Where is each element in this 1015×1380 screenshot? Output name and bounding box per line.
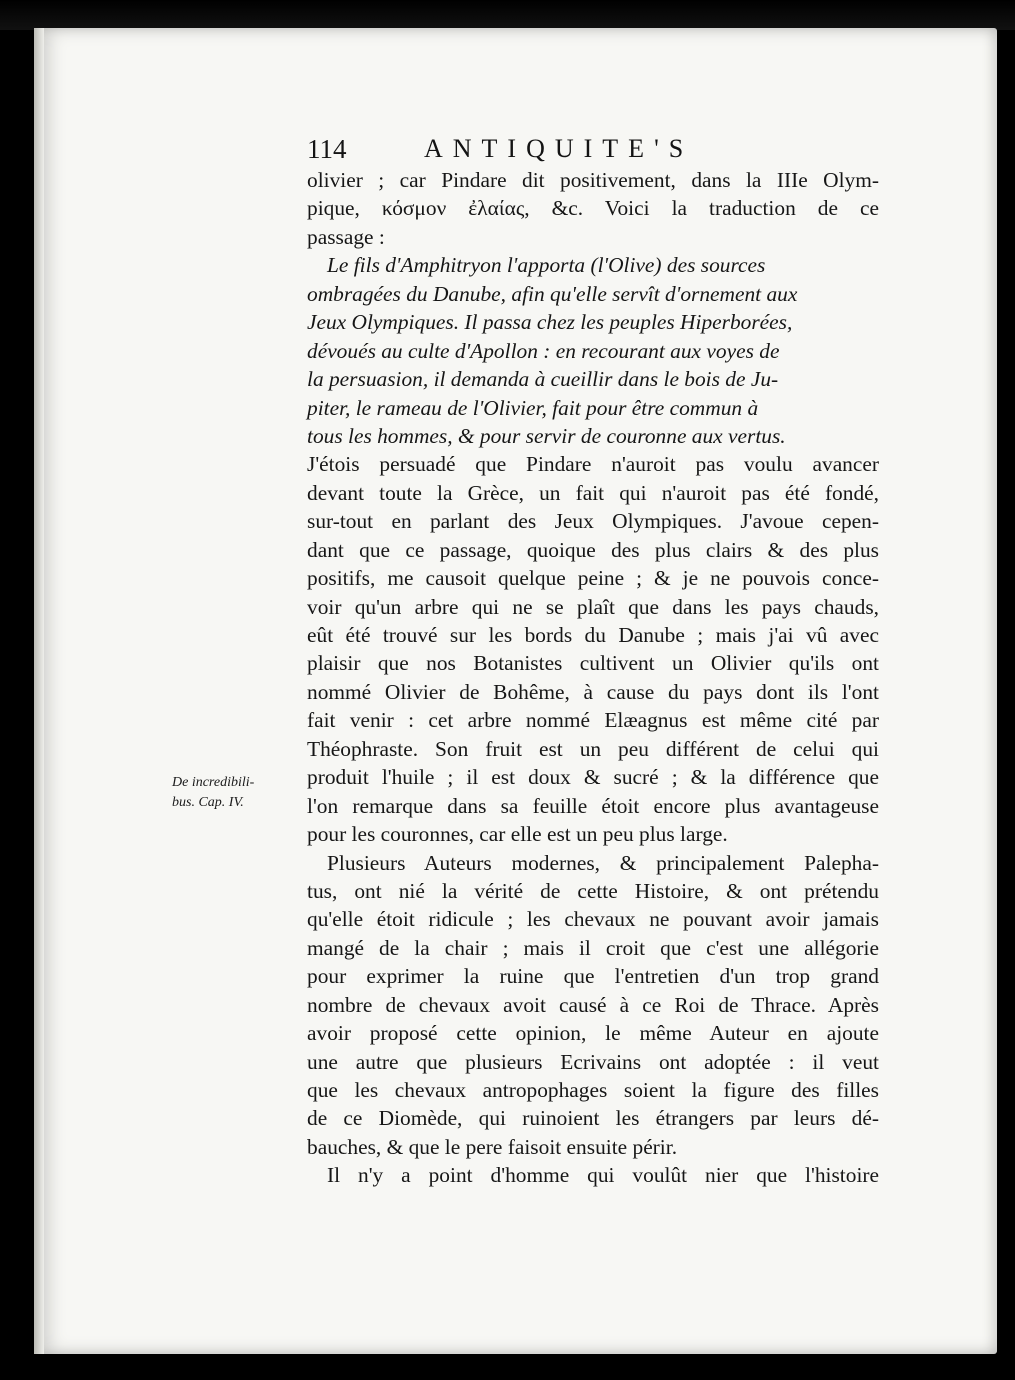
text-line: produit l'huile ; il est doux & sucré ; & la différence que (307, 765, 879, 790)
text-line: Jeux Olympiques. Il passa chez les peuples Hiperborées, (307, 310, 793, 335)
text-line: avoir proposé cette opinion, le même Auteur en ajoute (307, 1021, 879, 1046)
text-line: piter, le rameau de l'Olivier, fait pour être commun à (307, 395, 759, 420)
page-header (307, 134, 887, 168)
margin-note (172, 773, 292, 813)
text-line: nombre de chevaux avoit causé à ce Roi de Thrace. Après (307, 992, 879, 1017)
text-line: plaisir que nos Botanistes cultivent un Olivier qu'ils ont (307, 651, 879, 676)
scan-top-border (0, 0, 1015, 30)
text-line: passage : (307, 224, 385, 249)
text-line: mangé de la chair ; mais il croit que c'est une allégorie (307, 935, 879, 960)
text-line: J'étois persuadé que Pindare n'auroit pas voulu avancer (307, 452, 879, 477)
text-line: la persuasion, il demanda à cueillir dans le bois de Ju- (307, 367, 779, 392)
page-gutter-shadow (34, 28, 44, 1354)
page-number: 114 (307, 134, 347, 164)
text-line: eût été trouvé sur les bords du Danube ; mais j'ai vû avec (307, 623, 879, 647)
text-line: fait venir : cet arbre nommé Elæagnus est même cité par (307, 708, 879, 733)
text-line: une autre que plusieurs Ecrivains ont adoptée : il veut (307, 1049, 879, 1074)
text-line: Le fils d'Amphitryon l'apporta (l'Olive) des sources (327, 253, 766, 278)
margin-note-line: bus. Cap. IV. (172, 795, 244, 810)
text-line: devant toute la Grèce, un fait qui n'auroit pas été fondé, (307, 480, 879, 505)
text-line: olivier ; car Pindare dit positivement, dans la IIIe Olym- (307, 168, 879, 192)
text-line: dant que ce passage, quoique des plus clairs & des plus (307, 537, 879, 562)
text-line: voir qu'un arbre qui ne se plaît que dans les pays chauds, (307, 594, 879, 619)
text-line: tus, ont nié la vérité de cette Histoire, & ont prétendu (307, 878, 879, 903)
text-line: Théophraste. Son fruit est un peu différent de celui qui (307, 736, 879, 761)
body-text (307, 166, 879, 1190)
text-line: qu'elle étoit ridicule ; les chevaux ne pouvant avoir jamais (307, 907, 879, 932)
text-line: tous les hommes, & pour servir de couronne aux vertus. (307, 423, 786, 448)
text-line: nommé Olivier de Bohême, à cause du pays dont ils l'ont (307, 679, 879, 704)
text-line: positifs, me causoit quelque peine ; & je ne pouvois conce- (307, 566, 879, 591)
text-line: de ce Diomède, qui ruinoient les étrangers par leurs dé- (307, 1106, 879, 1131)
text-line: l'on remarque dans sa feuille étoit encore plus avantageuse (307, 793, 879, 818)
text-line: ombragées du Danube, afin qu'elle servît d'ornement aux (307, 281, 798, 306)
running-head: ANTIQUITE'S (424, 134, 694, 163)
margin-note-line: De incredibili- (172, 775, 255, 790)
text-line: dévoués au culte d'Apollon : en recourant aux voyes de (307, 338, 780, 363)
text-line: pour exprimer la ruine que l'entretien d'un trop grand (307, 964, 879, 989)
text-line: pour les couronnes, car elle est un peu plus large. (307, 822, 728, 847)
text-line: bauches, & que le pere faisoit ensuite périr. (307, 1134, 678, 1159)
text-line: Plusieurs Auteurs modernes, & principalement Palepha- (327, 850, 879, 875)
text-line: sur-tout en parlant des Jeux Olympiques. J'avoue cepen- (307, 509, 879, 534)
text-line: Il n'y a point d'homme qui voulût nier que l'histoire (327, 1163, 879, 1188)
text-line: que les chevaux antropophages soient la figure des filles (307, 1078, 879, 1102)
text-line: pique, κόσμον ἐλαίας, &c. Voici la traduction de ce (307, 196, 879, 221)
